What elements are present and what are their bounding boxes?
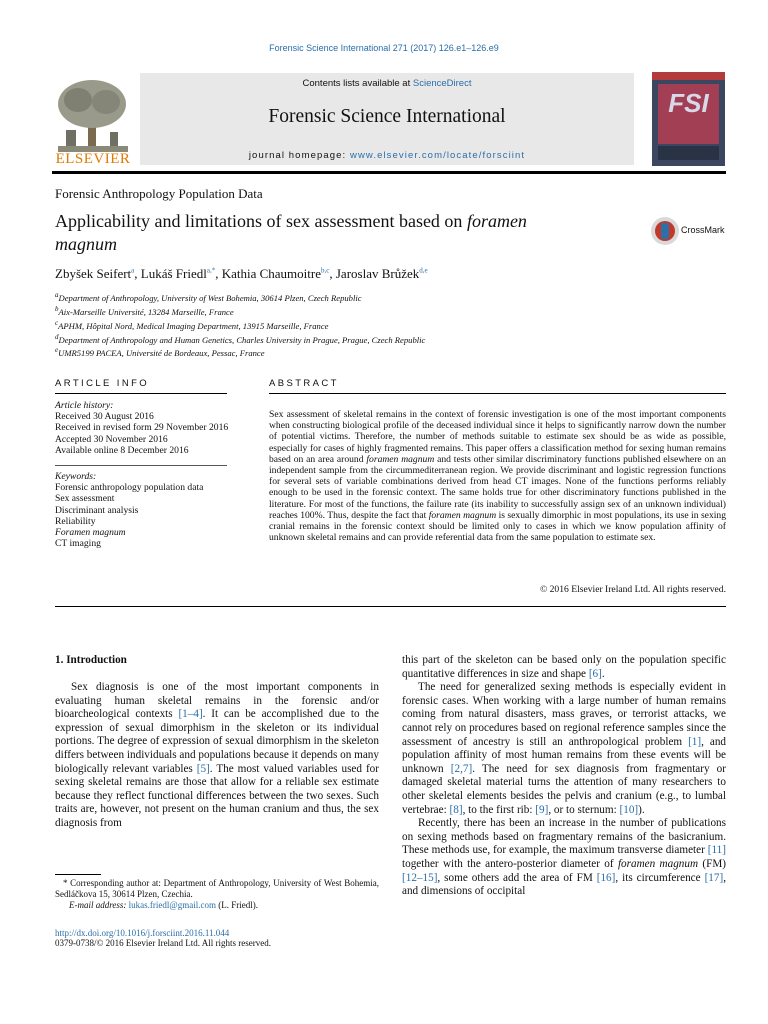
- homepage-line: journal homepage: www.elsevier.com/locate/forsciint: [248, 150, 526, 161]
- author[interactable]: Zbyšek Seifert: [55, 266, 132, 281]
- affiliation: $^b$Aix-Marseille Université, 13284 Marseille, France: [55, 304, 234, 317]
- issn-line: 0379-0738/© 2016 Elsevier Ireland Ltd. All rights reserved.: [55, 938, 272, 948]
- paragraph: this part of the skeleton can be based only on the population specific quantitative differences in size and shape [6].: [402, 654, 726, 680]
- author-list: Zbyšek Seifert$^a$, Lukáš Friedl$^{a,*}$, Kathia Chaumoitre$^{b,c}$, Jaroslav Brůžek$^{d,e}$: [55, 266, 428, 281]
- abstract-bottom-rule: [55, 606, 726, 607]
- intro-left-column: [55, 681, 379, 831]
- article-title: Applicability and limitations of sex assessment based on foramen magnum: [55, 211, 527, 254]
- article-category: Forensic Anthropology Population Data: [55, 186, 263, 201]
- reference-link[interactable]: [2,7]: [450, 762, 473, 775]
- abstract-heading: ABSTRACT: [269, 378, 339, 389]
- abstract-copyright: © 2016 Elsevier Ireland Ltd. All rights reserved.: [539, 584, 726, 595]
- footnote-rule: [55, 874, 101, 875]
- affiliation: $^e$UMR5199 PACEA, Université de Bordeaux, Pessac, France: [55, 346, 265, 359]
- keyword: CT imaging: [55, 538, 101, 550]
- article-info-rule: [55, 393, 227, 394]
- reference-link[interactable]: [1]: [688, 735, 702, 748]
- reference-link[interactable]: [5]: [196, 762, 210, 775]
- journal-citation[interactable]: Forensic Science International 271 (2017) 126.e1–126.e9: [269, 43, 499, 53]
- elsevier-tree-icon: [52, 76, 134, 154]
- paragraph: The need for generalized sexing methods is especially evident in forensic cases. When working with a large number of human remains coming from natural disasters, mass graves, or terrorist attacks, we cannot rely on procedures based on regional reference samples since the assessment of ancestry is still an anthropological problem [1], and population affinity of most human remains from these events will be unknown [2,7]. The need for sex diagnosis from fragmentary or damaged skeletal material turns the attention of many researchers to other skeletal elements besides the pelvis and cranium (e.g., to lumbal vertebrae: [8], to the first rib: [9], or to sternum: [10]).: [402, 681, 727, 816]
- intro-right-column: [402, 654, 726, 899]
- intro-heading: 1. Introduction: [55, 654, 127, 666]
- elsevier-wordmark: ELSEVIER: [55, 151, 131, 167]
- affiliation: $^d$Department of Anthropology and Human Genetics, Charles University in Prague, Prague, Czech Republic: [55, 332, 426, 345]
- corresponding-author-note: * Corresponding author at: Department of Anthropology, University of West Bohemia, Sedláčkova 15, 30614 Plzen, Czechia. E-mail address: lukas.friedl@gmail.com (L. Friedl).: [55, 878, 379, 910]
- keyword: Foramen magnum: [55, 527, 126, 539]
- author[interactable]: Kathia Chaumoitre: [221, 266, 321, 281]
- reference-link[interactable]: [11]: [707, 844, 726, 857]
- author[interactable]: Lukáš Friedl: [140, 266, 207, 281]
- elsevier-logo[interactable]: [52, 76, 134, 168]
- reference-link[interactable]: [1–4]: [178, 708, 203, 721]
- history-rule: [55, 465, 227, 466]
- homepage-link[interactable]: www.elsevier.com/locate/forsciint: [349, 150, 526, 161]
- reference-link[interactable]: [10]: [619, 803, 639, 816]
- paragraph: Sex diagnosis is one of the most important components in evaluating human skeletal remains in the forensic and/or bioarcheological contexts [1–4]. It can be accomplished due to the expression of sexual dimorphism in the skeleton or its individual portions. The degree of expression of sexual dimorphism in the skeleton differs between individuals and populations because it depends on many biologically relevant variables [5]. The most valued variables used for sexing skeletal remains are those that allow for a reliable sex estimate because they reflect functional differences between the two sexes. Such traits are, however, not present on the human cranium and thus, the sex diagnosis from: [55, 681, 379, 829]
- reference-link[interactable]: [17]: [704, 871, 724, 884]
- keywords: Keywords: Forensic anthropology population data Sex assessment Discriminant analysis Reliability Foramen magnum CT imaging: [55, 471, 204, 550]
- reference-link[interactable]: [6]: [588, 667, 602, 680]
- journal-cover[interactable]: [652, 72, 725, 166]
- contents-line: Contents lists available at ScienceDirect: [302, 78, 472, 89]
- crossmark-icon: [650, 216, 680, 246]
- journal-title: Forensic Science International: [268, 106, 506, 127]
- reference-link[interactable]: [9]: [535, 803, 549, 816]
- header-rule: [52, 171, 726, 174]
- article-history: Article history: Received 30 August 2016 Received in revised form 29 November 2016 Accepted 30 November 2016 Available online 8 December 2016: [55, 400, 229, 456]
- paragraph: Recently, there has been an increase in the number of publications on sexing methods based on fragmentary remains of the basicranium. These methods use, for example, the maximum transverse diameter [11] together with the antero-posterior diameter of foramen magnum (FM) [12–15], some others add the area of FM [16], its circumference [17], and dimensions of occipital: [402, 817, 727, 898]
- reference-link[interactable]: [16]: [596, 871, 616, 884]
- affiliation: $^a$Department of Anthropology, University of West Bohemia, 30614 Plzen, Czech Republic: [55, 291, 362, 303]
- doi-link[interactable]: http://dx.doi.org/10.1016/j.forsciint.2016.11.044: [55, 928, 230, 938]
- affiliations: [55, 290, 425, 359]
- keyword: Discriminant analysis: [55, 504, 139, 516]
- keyword: Forensic anthropology population data: [55, 482, 204, 494]
- crossmark-label: CrossMark: [681, 225, 725, 235]
- crossmark-badge[interactable]: [650, 216, 730, 246]
- journal-header: [140, 73, 634, 165]
- author[interactable]: Jaroslav Brůžek: [335, 266, 420, 281]
- affiliation: $^c$APHM, Hôpital Nord, Medical Imaging Department, 13915 Marseille, France: [55, 318, 329, 331]
- email-link[interactable]: lukas.friedl@gmail.com: [128, 900, 216, 910]
- article-info-heading: ARTICLE INFO: [55, 378, 150, 389]
- keyword: Sex assessment: [55, 493, 115, 505]
- reference-link[interactable]: [12–15]: [402, 871, 438, 884]
- abstract-rule: [269, 393, 726, 394]
- keyword: Reliability: [55, 515, 96, 527]
- abstract-body: Sex assessment of skeletal remains in the context of forensic investigation is one of the most important components when constructing biological profile of the deceased individual since it helps to significantly narrow down the number of potential victims. Therefore, the number of methods suitable to estimate sex should be as wide as possible, especially for cases of highly fragmented remains. This paper offers a classification method for sexing human remains based on an area around foramen magnum and tests other similar discriminatory functions published elsewhere on an independent sample from the circummediterranean region. We provide discriminant and logistic regression functions for several sets of variable combinations derived from head CT images. None of the functions performs reliably enough to be used in the forensic context. The same holds true for other discriminatory functions published in the literature. For most of the functions, the failure rate (its inability to successfully assign sex of an unknown individual) reaches 100%. Thus, despite the fact that foramen magnum is sexually dimorphic in most populations, its use in sexing cranial remains in the forensic context should be limited only to cases in which we know population affinity of unknown skeletal remains and can provide referential data from the same population to estimate sex.: [269, 409, 726, 544]
- sciencedirect-link[interactable]: ScienceDirect: [412, 78, 472, 89]
- reference-link[interactable]: [8]: [449, 803, 463, 816]
- cover-title: FSI: [668, 88, 709, 118]
